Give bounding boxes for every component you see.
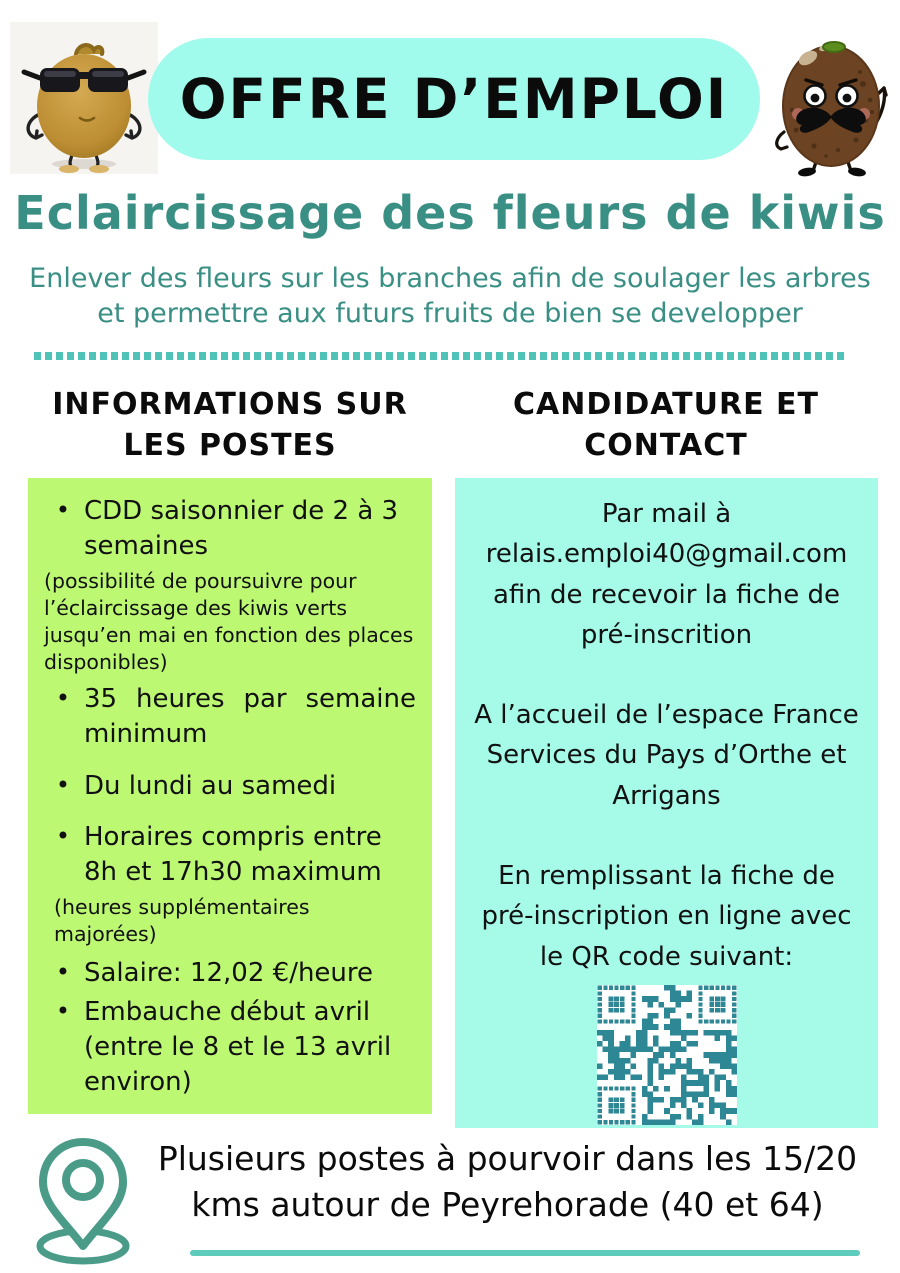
list-item	[42, 494, 418, 564]
bullet-marker: •	[55, 770, 71, 799]
contact-paragraph-qr: En remplissant la fiche de pré-inscription en ligne avec le QR code suivant:	[481, 861, 852, 972]
dotted-divider	[34, 352, 846, 360]
list-note: (possibilité de poursuivre pour l’éclaircissage des kiwis verts jusqu’en mai en fonction des places disponibles)	[44, 569, 414, 675]
banner-title: OFFRE D’EMPLOI	[179, 67, 729, 131]
footer-divider-line	[190, 1250, 860, 1256]
kiwi-moustache-icon	[768, 28, 894, 178]
info-heading: INFORMATIONS SUR LES POSTES	[52, 387, 408, 463]
contact-box	[455, 478, 878, 1128]
list-item	[42, 995, 418, 1100]
list-item-text: Du lundi au samedi	[84, 770, 337, 801]
kiwi-sunglasses-icon	[10, 22, 158, 174]
subtitle-line-2: et permettre aux futurs fruits de bien se developper	[97, 297, 803, 329]
list-item-text: CDD saisonnier de 2 à 3 semaines	[84, 496, 399, 562]
title-banner	[148, 38, 760, 160]
bullet-marker: •	[55, 957, 71, 986]
contact-section	[450, 385, 882, 972]
list-item	[42, 769, 418, 804]
contact-paragraph-mail: Par mail à relais.emploi40@gmail.com afin de recevoir la fiche de pré-inscrition	[485, 499, 848, 650]
list-note: (heures supplémentaires majorées)	[54, 894, 310, 946]
kiwi-moustache-character	[768, 28, 894, 182]
list-item	[42, 956, 418, 991]
bullet-marker: •	[55, 997, 71, 1026]
info-box	[28, 478, 432, 1114]
poster-title: Eclaircissage des fleurs de kiwis	[14, 186, 886, 240]
list-item-text: Salaire: 12,02 €/heure	[84, 957, 374, 988]
poster-subtitle	[0, 262, 900, 331]
location-pin-icon	[30, 1136, 136, 1270]
qr-code-icon	[597, 985, 737, 1125]
footer-text: Plusieurs postes à pourvoir dans les 15/20 kms autour de Peyrehorade (40 et 64)	[157, 1139, 858, 1224]
list-item-text: Horaires compris entre 8h et 17h30 maximum	[84, 821, 382, 887]
list-item-text: Embauche début avril (entre le 8 et le 13 avril environ)	[84, 997, 392, 1098]
contact-paragraph-accueil: A l’accueil de l’espace France Services du Pays d’Orthe et Arrigans	[474, 700, 859, 811]
bullet-marker: •	[55, 496, 71, 524]
qr-code	[597, 985, 737, 1125]
subtitle-line-1: Enlever des fleurs sur les branches afin de soulager les arbres	[29, 263, 871, 294]
info-section	[22, 385, 438, 1098]
bullet-marker: •	[55, 684, 71, 713]
list-item	[42, 682, 418, 752]
list-item-text: 35 heures par semaine minimum	[84, 684, 416, 750]
kiwi-sunglasses-character	[10, 22, 158, 178]
list-item	[42, 820, 418, 890]
contact-heading: CANDIDATURE ET CONTACT	[512, 387, 820, 463]
bullet-marker: •	[55, 821, 71, 850]
